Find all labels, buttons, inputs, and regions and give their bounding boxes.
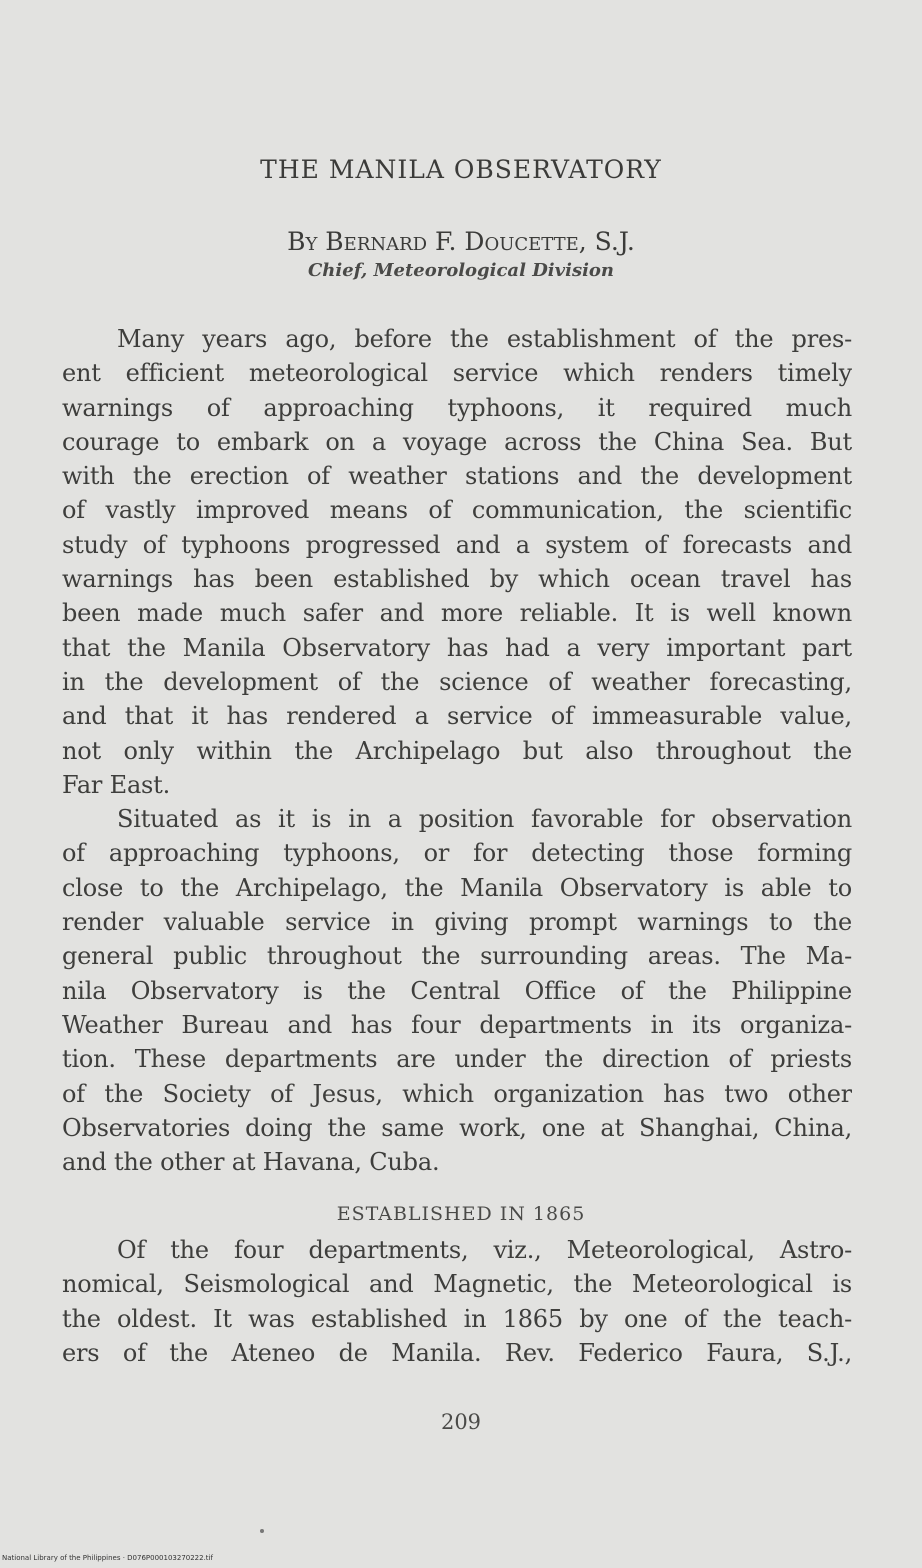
text-line: warnings has been established by which ocean travel has — [62, 565, 852, 594]
text-line: and that it has rendered a service of immeasurable value, — [62, 702, 852, 731]
section-heading: ESTABLISHED IN 1865 — [336, 1203, 586, 1225]
text-line: that the Manila Observatory has had a very important part — [62, 633, 852, 662]
text-line: ent efficient meteorological service which renders timely — [62, 359, 852, 388]
text-line: not only within the Archipelago but also throughout the — [62, 736, 852, 765]
paragraph-3 — [62, 1233, 852, 1370]
article-title: THE MANILA OBSERVATORY — [260, 155, 662, 184]
text-line: tion. These departments are under the direction of priests — [62, 1045, 852, 1074]
text-line: Of the four departments, viz., Meteorological, Astro- — [117, 1236, 852, 1264]
paragraph-1 — [62, 322, 852, 802]
text-line: nila Observatory is the Central Office of the Philippine — [62, 976, 852, 1005]
text-line: close to the Archipelago, the Manila Observatory is able to — [62, 873, 852, 902]
text-line: study of typhoons progressed and a system of forecasts and — [62, 530, 852, 559]
text-line: ers of the Ateneo de Manila. Rev. Federico Faura, S.J., — [62, 1338, 852, 1367]
section-body — [62, 1233, 852, 1370]
page-number: 209 — [440, 1410, 482, 1434]
text-line: render valuable service in giving prompt warnings to the — [62, 908, 852, 937]
text-line: Far East. — [62, 770, 171, 799]
text-line: Weather Bureau and has four departments in its organiza- — [62, 1010, 852, 1039]
article-body — [62, 322, 852, 1179]
ink-speck — [260, 1529, 264, 1533]
text-line: of the Society of Jesus, which organization has two other — [62, 1079, 852, 1108]
text-line: nomical, Seismological and Magnetic, the Meteorological is — [62, 1270, 852, 1299]
article-byline: By Bernard F. Doucette, S.J. — [287, 227, 635, 256]
text-line: Situated as it is in a position favorable for observation — [117, 805, 852, 834]
paragraph-2 — [62, 802, 852, 1179]
text-line: with the erection of weather stations and the development — [62, 462, 852, 491]
text-line: courage to embark on a voyage across the China Sea. But — [62, 427, 852, 456]
text-line: warnings of approaching typhoons, it required much — [62, 393, 852, 422]
text-line: the oldest. It was established in 1865 by one of the teach- — [62, 1304, 852, 1333]
scan-footer-note: National Library of the Philippines · D076P000103270222.tif — [2, 1554, 213, 1562]
text-line: of approaching typhoons, or for detecting those forming — [62, 839, 852, 868]
text-line: Many years ago, before the establishment of the pres- — [117, 325, 852, 353]
text-line: in the development of the science of weather forecasting, — [62, 667, 852, 696]
text-line: of vastly improved means of communication, the scientific — [62, 496, 852, 525]
text-line: been made much safer and more reliable. It is well known — [62, 599, 852, 628]
text-line: Observatories doing the same work, one at Shanghai, China, — [62, 1113, 852, 1142]
author-role: Chief, Meteorological Division — [307, 260, 615, 281]
text-line: general public throughout the surrounding areas. The Ma- — [62, 942, 852, 971]
text-line: and the other at Havana, Cuba. — [62, 1148, 440, 1177]
